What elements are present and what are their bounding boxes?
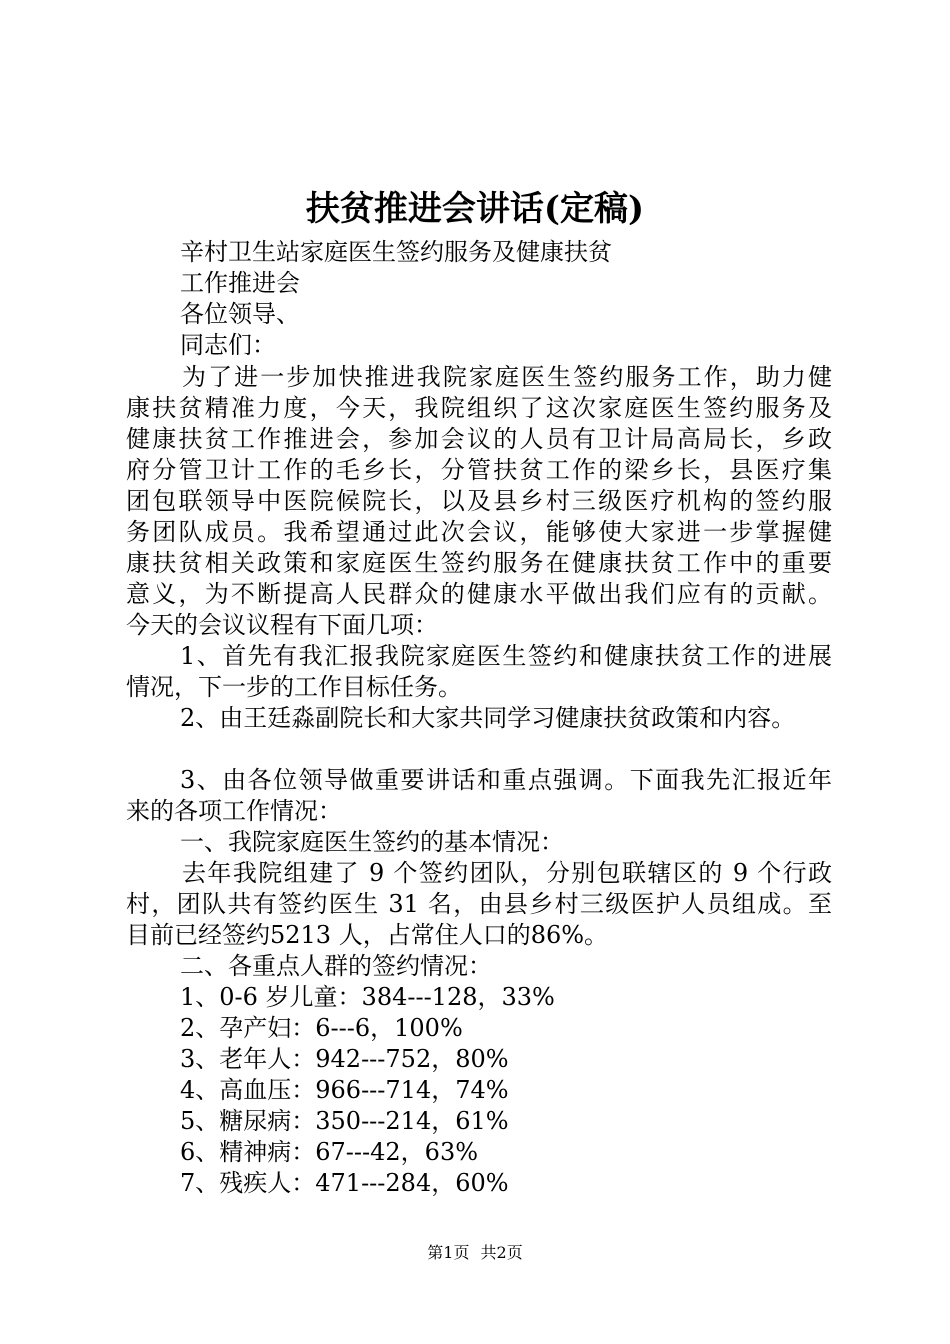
- section-1-line-2: 村，团队共有签约医生 31 名，由县乡村三级医护人员组成。至: [126, 890, 832, 918]
- group-item: 5、糖尿病：350---214，61%: [180, 1107, 509, 1135]
- section-2-heading: 二、各重点人群的签约情况：: [180, 952, 492, 980]
- group-item: 6、精神病：67---42，63%: [180, 1138, 479, 1166]
- page-total: 共2页: [480, 1243, 523, 1262]
- agenda-1-line-1: 1、首先有我汇报我院家庭医生签约和健康扶贫工作的进展: [180, 642, 832, 670]
- intro-line-5: 团包联领导中医院候院长，以及县乡村三级医疗机构的签约服: [126, 487, 832, 515]
- subtitle-line-2: 工作推进会: [180, 269, 300, 297]
- document-title: 扶贫推进会讲话(定稿): [305, 189, 645, 229]
- intro-line-6: 务团队成员。我希望通过此次会议，能够使大家进一步掌握健: [126, 518, 832, 546]
- group-item: 7、残疾人：471---284，60%: [180, 1169, 509, 1197]
- page-footer: [0, 1242, 950, 1264]
- agenda-2: 2、由王廷淼副院长和大家共同学习健康扶贫政策和内容。: [180, 704, 796, 732]
- agenda-1-line-2: 情况，下一步的工作目标任务。: [126, 673, 462, 701]
- group-item: 2、孕产妇：6---6，100%: [180, 1014, 463, 1042]
- agenda-3-line-2: 来的各项工作情况：: [126, 797, 342, 825]
- group-item: 3、老年人：942---752，80%: [180, 1045, 509, 1073]
- subtitle-line-1: 辛村卫生站家庭医生签约服务及健康扶贫: [180, 238, 612, 266]
- salutation-line-2: 同志们：: [180, 331, 276, 359]
- intro-line-1: 为了进一步加快推进我院家庭医生签约服务工作，助力健: [182, 363, 832, 391]
- section-1-line-1: 去年我院组建了 9 个签约团队，分别包联辖区的 9 个行政: [182, 859, 832, 887]
- intro-line-2: 康扶贫精准力度，今天，我院组织了这次家庭医生签约服务及: [126, 394, 832, 422]
- intro-line-7: 康扶贫相关政策和家庭医生签约服务在健康扶贫工作中的重要: [126, 549, 832, 577]
- intro-line-4: 府分管卫计工作的毛乡长，分管扶贫工作的梁乡长，县医疗集: [126, 456, 832, 484]
- intro-line-3: 健康扶贫工作推进会，参加会议的人员有卫计局高局长，乡政: [126, 425, 832, 453]
- section-1-heading: 一、我院家庭医生签约的基本情况：: [180, 828, 564, 856]
- intro-line-8: 意义，为不断提高人民群众的健康水平做出我们应有的贡献。: [126, 580, 832, 608]
- group-item: 4、高血压：966---714，74%: [180, 1076, 509, 1104]
- group-item: 1、0-6 岁儿童：384---128，33%: [180, 983, 555, 1011]
- section-1-line-3: 目前已经签约5213 人，占常住人口的86%。: [126, 921, 609, 949]
- page-number: 第1页: [427, 1243, 470, 1262]
- salutation-line-1: 各位领导、: [180, 300, 300, 328]
- intro-line-9: 今天的会议议程有下面几项：: [126, 611, 438, 639]
- agenda-3-line-1: 3、由各位领导做重要讲话和重点强调。下面我先汇报近年: [180, 766, 832, 794]
